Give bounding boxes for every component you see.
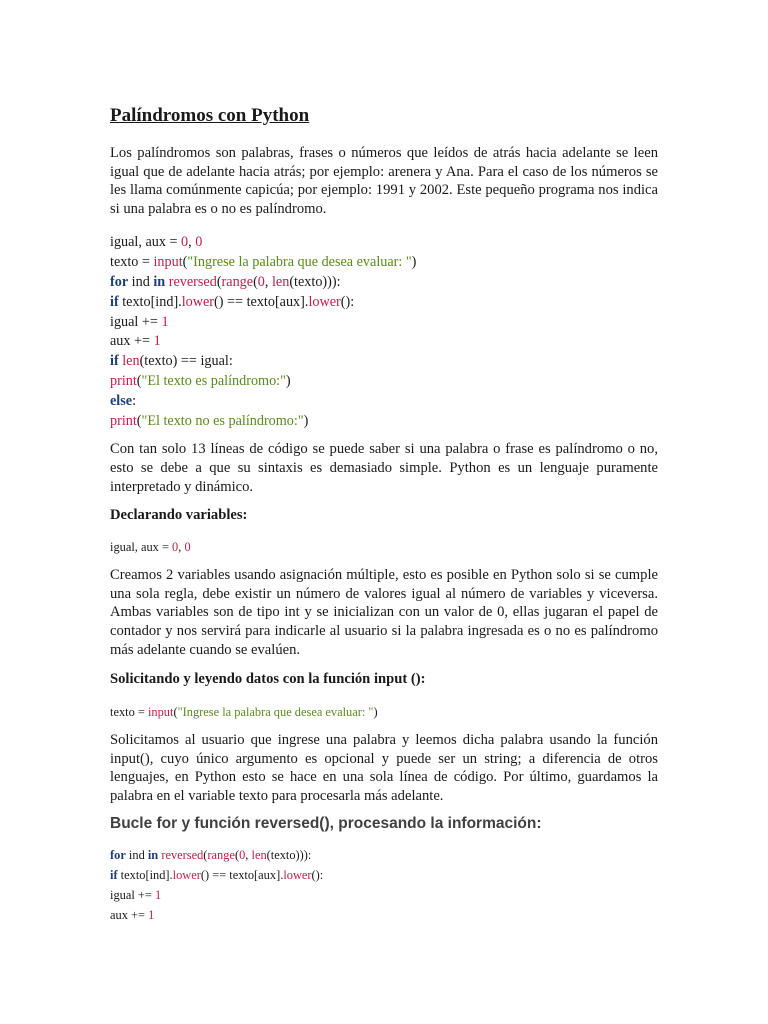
code-token-num: 0 bbox=[239, 848, 246, 863]
code-token-fn: range bbox=[221, 273, 254, 290]
code-block-for bbox=[110, 845, 658, 925]
code-block-main bbox=[110, 233, 658, 431]
code-token-fn: range bbox=[207, 848, 235, 863]
code-token-fn: lower bbox=[283, 868, 312, 883]
code-token-fn: lower bbox=[308, 293, 341, 310]
code-line bbox=[110, 845, 658, 865]
code-token-plain: ( bbox=[203, 848, 208, 863]
code-token-plain: ( bbox=[234, 848, 240, 863]
code-token-num: 1 bbox=[148, 908, 155, 923]
code-token-fn: print bbox=[110, 412, 137, 429]
code-token-plain: aux += bbox=[110, 908, 149, 923]
code-token-plain: igual += bbox=[110, 313, 162, 330]
code-token-plain: ind bbox=[125, 848, 148, 863]
code-token-plain: aux += bbox=[110, 333, 154, 350]
variables-paragraph: Creamos 2 variables usando asignación múltiple, esto es posible en Python solo si se cumple una sola regla, debe existir un número de valores igual al número de variables y viceversa. Ambas variables son de tipo int y se inicializan con un valor de 0, ellas jugaran el papel de contador y nos servirá para indicarle al usuario si la palabra ingresada es o no es palíndromo más adelante cuando se evalúen. bbox=[110, 567, 658, 658]
code-token-fn: reversed bbox=[168, 273, 217, 290]
code-token-plain: igual, aux = bbox=[110, 234, 182, 251]
code-line bbox=[110, 885, 658, 905]
code-token-plain: texto = bbox=[110, 254, 154, 271]
code-token-fn: len bbox=[251, 848, 267, 863]
code-line bbox=[110, 372, 658, 392]
code-token-num: 0 bbox=[257, 273, 265, 290]
code-token-plain: , bbox=[264, 273, 272, 290]
code-token-plain: ) bbox=[303, 412, 309, 429]
code-token-kw: if bbox=[110, 293, 119, 310]
code-line bbox=[110, 537, 658, 557]
code-token-plain: (): bbox=[340, 293, 355, 310]
code-token-kw: in bbox=[153, 273, 166, 290]
input-paragraph: Solicitamos al usuario que ingrese una palabra y leemos dicha palabra usando la función input(), cuyo único argumento es opcional y puede ser un string; a diferencia de otros lenguajes, en Python esto se hace en una sola línea de código. Por último, guardamos la palabra en el variable texto para procesarla más adelante. bbox=[110, 732, 658, 804]
code-token-str: "Ingrese la palabra que desea evaluar: " bbox=[187, 254, 412, 271]
code-token-kw: in bbox=[147, 848, 159, 863]
code-token-kw: if bbox=[110, 353, 119, 370]
code-token-plain: ( bbox=[253, 273, 258, 290]
code-token-str: "El texto no es palíndromo:" bbox=[141, 412, 304, 429]
code-token-kw: if bbox=[110, 868, 118, 883]
code-token-plain: (texto))): bbox=[289, 273, 341, 290]
code-token-num: 1 bbox=[161, 313, 169, 330]
code-token-num: 0 bbox=[181, 234, 189, 251]
code-token-fn: reversed bbox=[161, 848, 204, 863]
code-line bbox=[110, 233, 658, 253]
code-line bbox=[110, 905, 658, 925]
code-token-kw: for bbox=[110, 848, 126, 863]
code-token-fn: lower bbox=[181, 293, 215, 310]
heading-bucle-for: Bucle for y función reversed(), procesando la información: bbox=[110, 815, 542, 833]
code-token-plain: texto[ind]. bbox=[117, 868, 173, 883]
code-line bbox=[110, 293, 658, 313]
code-token-fn: input bbox=[153, 254, 183, 271]
code-token-plain: igual, aux = bbox=[110, 540, 173, 555]
code-block-variables bbox=[110, 537, 658, 557]
code-token-plain: igual += bbox=[110, 888, 155, 903]
code-line bbox=[110, 865, 658, 885]
code-line bbox=[110, 313, 658, 333]
code-token-plain: ( bbox=[136, 372, 142, 389]
code-token-plain: , bbox=[188, 234, 196, 251]
code-token-num: 1 bbox=[153, 333, 161, 350]
code-token-kw: else bbox=[110, 392, 133, 409]
code-token-fn: len bbox=[271, 273, 290, 290]
code-token-plain: texto = bbox=[110, 705, 148, 720]
code-token-num: 1 bbox=[154, 888, 162, 903]
code-token-plain: , bbox=[245, 848, 252, 863]
code-token-num: 0 bbox=[184, 540, 191, 555]
heading-declarando-variables: Declarando variables: bbox=[110, 507, 248, 524]
explanation-paragraph: Con tan solo 13 líneas de código se puede saber si una palabra o frase es palíndromo o no, esto se debe a que su sintaxis es demasiado simple. Python es un lenguaje puramente interpretado y dinámico. bbox=[110, 441, 658, 495]
code-token-plain: ( bbox=[136, 412, 142, 429]
code-token-plain: (): bbox=[311, 868, 324, 883]
code-token-fn: print bbox=[110, 372, 137, 389]
code-token-plain: ( bbox=[182, 254, 188, 271]
code-block-input bbox=[110, 702, 658, 722]
intro-paragraph: Los palíndromos son palabras, frases o números que leídos de atrás hacia adelante se leen igual que de adelante hacia atrás; por ejemplo: arenera y Ana. Para el caso de los números se les llama comúnmente capicúa; por ejemplo: 1991 y 2002. Este pequeño programa nos indica si una palabra es o no es palíndromo. bbox=[110, 145, 658, 217]
code-token-plain: ) bbox=[411, 254, 417, 271]
code-token-fn: input bbox=[147, 705, 174, 720]
code-line bbox=[110, 392, 658, 412]
code-token-plain: ( bbox=[173, 705, 178, 720]
code-line bbox=[110, 273, 658, 293]
code-token-plain: (texto) == igual: bbox=[139, 353, 233, 370]
code-line bbox=[110, 253, 658, 273]
code-line bbox=[110, 332, 658, 352]
code-token-plain: texto[ind]. bbox=[118, 293, 182, 310]
code-token-plain: ) bbox=[373, 705, 378, 720]
code-token-num: 0 bbox=[172, 540, 179, 555]
heading-input: Solicitando y leyendo datos con la función input (): bbox=[110, 671, 426, 688]
code-line bbox=[110, 702, 658, 722]
code-line bbox=[110, 352, 658, 372]
code-token-fn: lower bbox=[172, 868, 201, 883]
code-token-plain: ( bbox=[216, 273, 222, 290]
code-token-plain: : bbox=[132, 392, 137, 409]
document-content bbox=[110, 104, 658, 925]
code-token-plain: () == texto[aux]. bbox=[214, 293, 309, 310]
code-token-plain: ) bbox=[285, 372, 291, 389]
code-token-kw: for bbox=[110, 273, 129, 290]
code-token-plain: , bbox=[178, 540, 185, 555]
document-title: Palíndromos con Python bbox=[110, 105, 310, 126]
code-token-str: "Ingrese la palabra que desea evaluar: " bbox=[177, 705, 374, 720]
code-token-fn: len bbox=[122, 353, 140, 370]
code-line bbox=[110, 412, 658, 432]
code-token-plain: ind bbox=[128, 273, 154, 290]
code-token-num: 0 bbox=[195, 234, 203, 251]
code-token-plain: (texto))): bbox=[266, 848, 312, 863]
code-token-plain: () == texto[aux]. bbox=[200, 868, 284, 883]
code-token-str: "El texto es palíndromo:" bbox=[141, 372, 286, 389]
